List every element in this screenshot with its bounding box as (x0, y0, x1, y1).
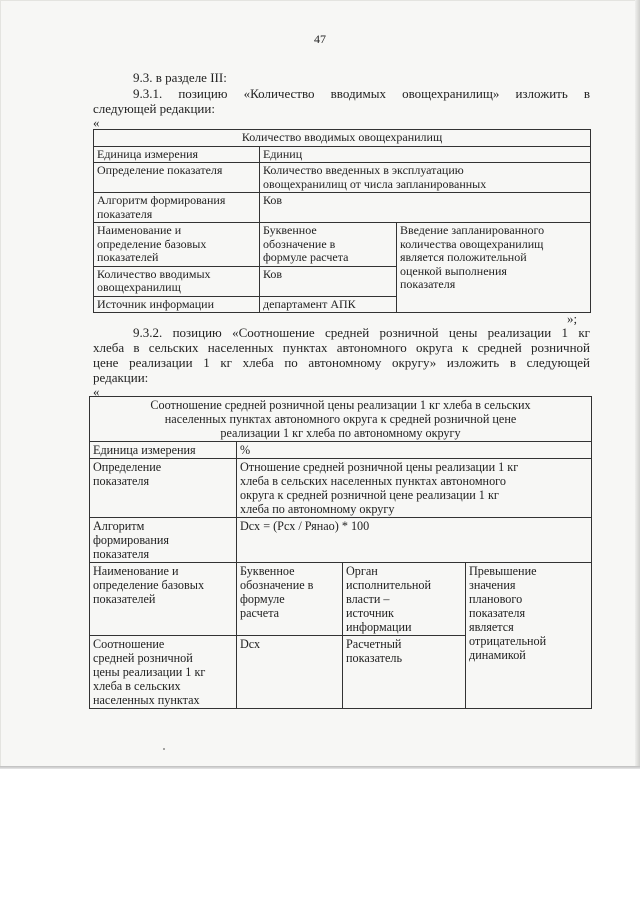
table2-row-name (90, 636, 237, 709)
table1-col-name (94, 223, 260, 267)
open-quote-1: « (93, 115, 100, 130)
table2-definition-l3: округа к средней розничной цене реализации 1 кг (240, 488, 499, 502)
table1-col-letter (260, 223, 397, 267)
table1-unit-label: Единица измерения (94, 146, 260, 163)
table2-definition-l2: хлеба в сельских населенных пунктах автономного (240, 474, 506, 488)
table2-row-name-l4: хлеба в сельских (93, 679, 181, 693)
table1-title: Количество вводимых овощехранилищ (94, 130, 591, 147)
table2-row-name-l3: цены реализации 1 кг (93, 665, 206, 679)
table1-definition-label: Определение показателя (94, 163, 260, 193)
table2-definition-value (237, 459, 592, 518)
table1-col-letter-l3: формуле расчета (263, 250, 349, 264)
table2-col-letter-l1: Буквенное (240, 564, 295, 578)
table2-col-name-l2: определение базовых (93, 578, 205, 592)
table1-source-label: Источник информации (94, 296, 260, 313)
table2-note-l7: динамикой (469, 648, 526, 662)
table2-col-org-l2: исполнительной (346, 578, 432, 592)
table1-note (397, 223, 591, 313)
table1-row-name (94, 266, 260, 296)
table2-col-org (343, 563, 466, 636)
table1-col-letter-l1: Буквенное (263, 223, 317, 237)
table1-definition-value (260, 163, 591, 193)
table1-algorithm-label (94, 193, 260, 223)
table2-col-org-l5: информации (346, 620, 412, 634)
table1-note-l2: количества овощехранилищ (400, 236, 544, 251)
table2-title (90, 397, 592, 442)
table2-definition-l1: Отношение средней розничной цены реализации 1 кг (240, 460, 519, 474)
table2-row-name-l2: средней розничной (93, 651, 193, 665)
table2-row-org-l2: показатель (346, 651, 403, 665)
table2-algorithm-label-l3: показателя (93, 547, 150, 561)
table2-row-name-l5: населенных пунктах (93, 693, 200, 707)
table1-row-name-l1: Количество вводимых (97, 266, 211, 281)
table1-note-l4: оценкой выполнения (400, 263, 507, 278)
table1-col-letter-l2: обозначение в (263, 236, 336, 251)
table1-note-l3: является положительной (400, 250, 527, 264)
page-edge-bottom (0, 766, 640, 769)
table1-note-l5: показателя (400, 277, 456, 291)
table2-note-l6: отрицательной (469, 634, 547, 648)
table2-note-l5: является (469, 620, 514, 634)
section-heading: 9.3. в разделе III: (133, 70, 227, 85)
table2-title-l3: реализации 1 кг хлеба по автономному округу (220, 426, 461, 440)
table1-unit-value: Единиц (260, 146, 591, 163)
table2-title-l2: населенных пунктах автономного округа к средней розничной цене (164, 412, 517, 426)
table1-source-value: департамент АПК (260, 296, 397, 313)
table2-algorithm-label (90, 518, 237, 563)
table2-note (466, 563, 592, 709)
table2-row-name-l1: Соотношение (93, 637, 165, 651)
table2-note-l1: Превышение (469, 564, 537, 578)
table1-definition-l1: Количество введенных в эксплуатацию (263, 163, 464, 177)
table2-col-letter-l2: обозначение в (240, 578, 314, 592)
table-bread-price-ratio (89, 396, 592, 709)
table2-definition-label (90, 459, 237, 518)
table2-algorithm-label-l2: формирования (93, 533, 169, 547)
table2-note-l4: показателя (469, 606, 526, 620)
table-storage-facilities (93, 129, 591, 313)
para2-line4: редакции: (93, 370, 149, 385)
page-number: 47 (314, 32, 326, 46)
table1-note-l1: Введение запланированного (400, 223, 545, 237)
table2-unit-label: Единица измерения (90, 442, 237, 459)
table2-col-letter-l4: расчета (240, 606, 280, 620)
open-quote-2: « (93, 384, 100, 399)
table2-col-org-l4: источник (346, 606, 394, 620)
para1-line1: 9.3.1. позицию «Количество вводимых овощехранилищ» изложить в (133, 86, 590, 101)
table2-col-name (90, 563, 237, 636)
table2-col-org-l3: власти – (346, 592, 390, 606)
table1-algorithm-value: Ков (260, 193, 591, 223)
table2-note-l3: планового (469, 592, 523, 606)
para2-line3: цене реализации 1 кг хлеба по автономному округу» изложить в следующей (93, 355, 590, 370)
table2-definition-label-l2: показателя (93, 474, 150, 488)
table2-algorithm-label-l1: Алгоритм (93, 519, 145, 533)
table1-definition-l2: овощехранилищ от числа запланированных (263, 176, 487, 191)
table1-row-name-l2: овощехранилищ (97, 280, 181, 294)
para2-line2: хлеба в сельских населенных пунктах автономного округа к средней розничной (93, 340, 590, 355)
table2-row-letter: Dсх (237, 636, 343, 709)
table1-col-name-l3: показателей (97, 250, 159, 264)
table2-unit-value: % (237, 442, 592, 459)
table2-definition-l4: хлеба по автономному округу (240, 502, 395, 516)
table2-note-l2: значения (469, 578, 516, 592)
table1-algorithm-label-l2: показателя (97, 206, 153, 221)
table2-algorithm-formula: Dсх = (Рсх / Рянао) * 100 (237, 518, 592, 563)
table2-col-letter (237, 563, 343, 636)
table1-row-letter: Ков (260, 266, 397, 296)
table2-title-l1: Соотношение средней розничной цены реализации 1 кг хлеба в сельских (150, 398, 531, 412)
table2-col-name-l1: Наименование и (93, 564, 179, 578)
para1-line2: следующей редакции: (93, 101, 215, 116)
para2-line1: 9.3.2. позицию «Соотношение средней розничной цены реализации 1 кг (133, 325, 590, 340)
table2-row-org (343, 636, 466, 709)
table2-col-letter-l3: формуле (240, 592, 285, 606)
close-quote-1: »; (567, 311, 578, 326)
table2-row-org-l1: Расчетный (346, 637, 402, 651)
table1-algorithm-label-l1: Алгоритм формирования (97, 193, 226, 207)
table2-col-name-l3: показателей (93, 592, 156, 606)
table2-definition-label-l1: Определение (93, 460, 162, 474)
scan-speck (163, 748, 165, 750)
page-edge-right (635, 0, 640, 768)
table2-col-org-l1: Орган (346, 564, 378, 578)
table1-col-name-l1: Наименование и (97, 223, 182, 237)
table1-col-name-l2: определение базовых (97, 236, 207, 251)
